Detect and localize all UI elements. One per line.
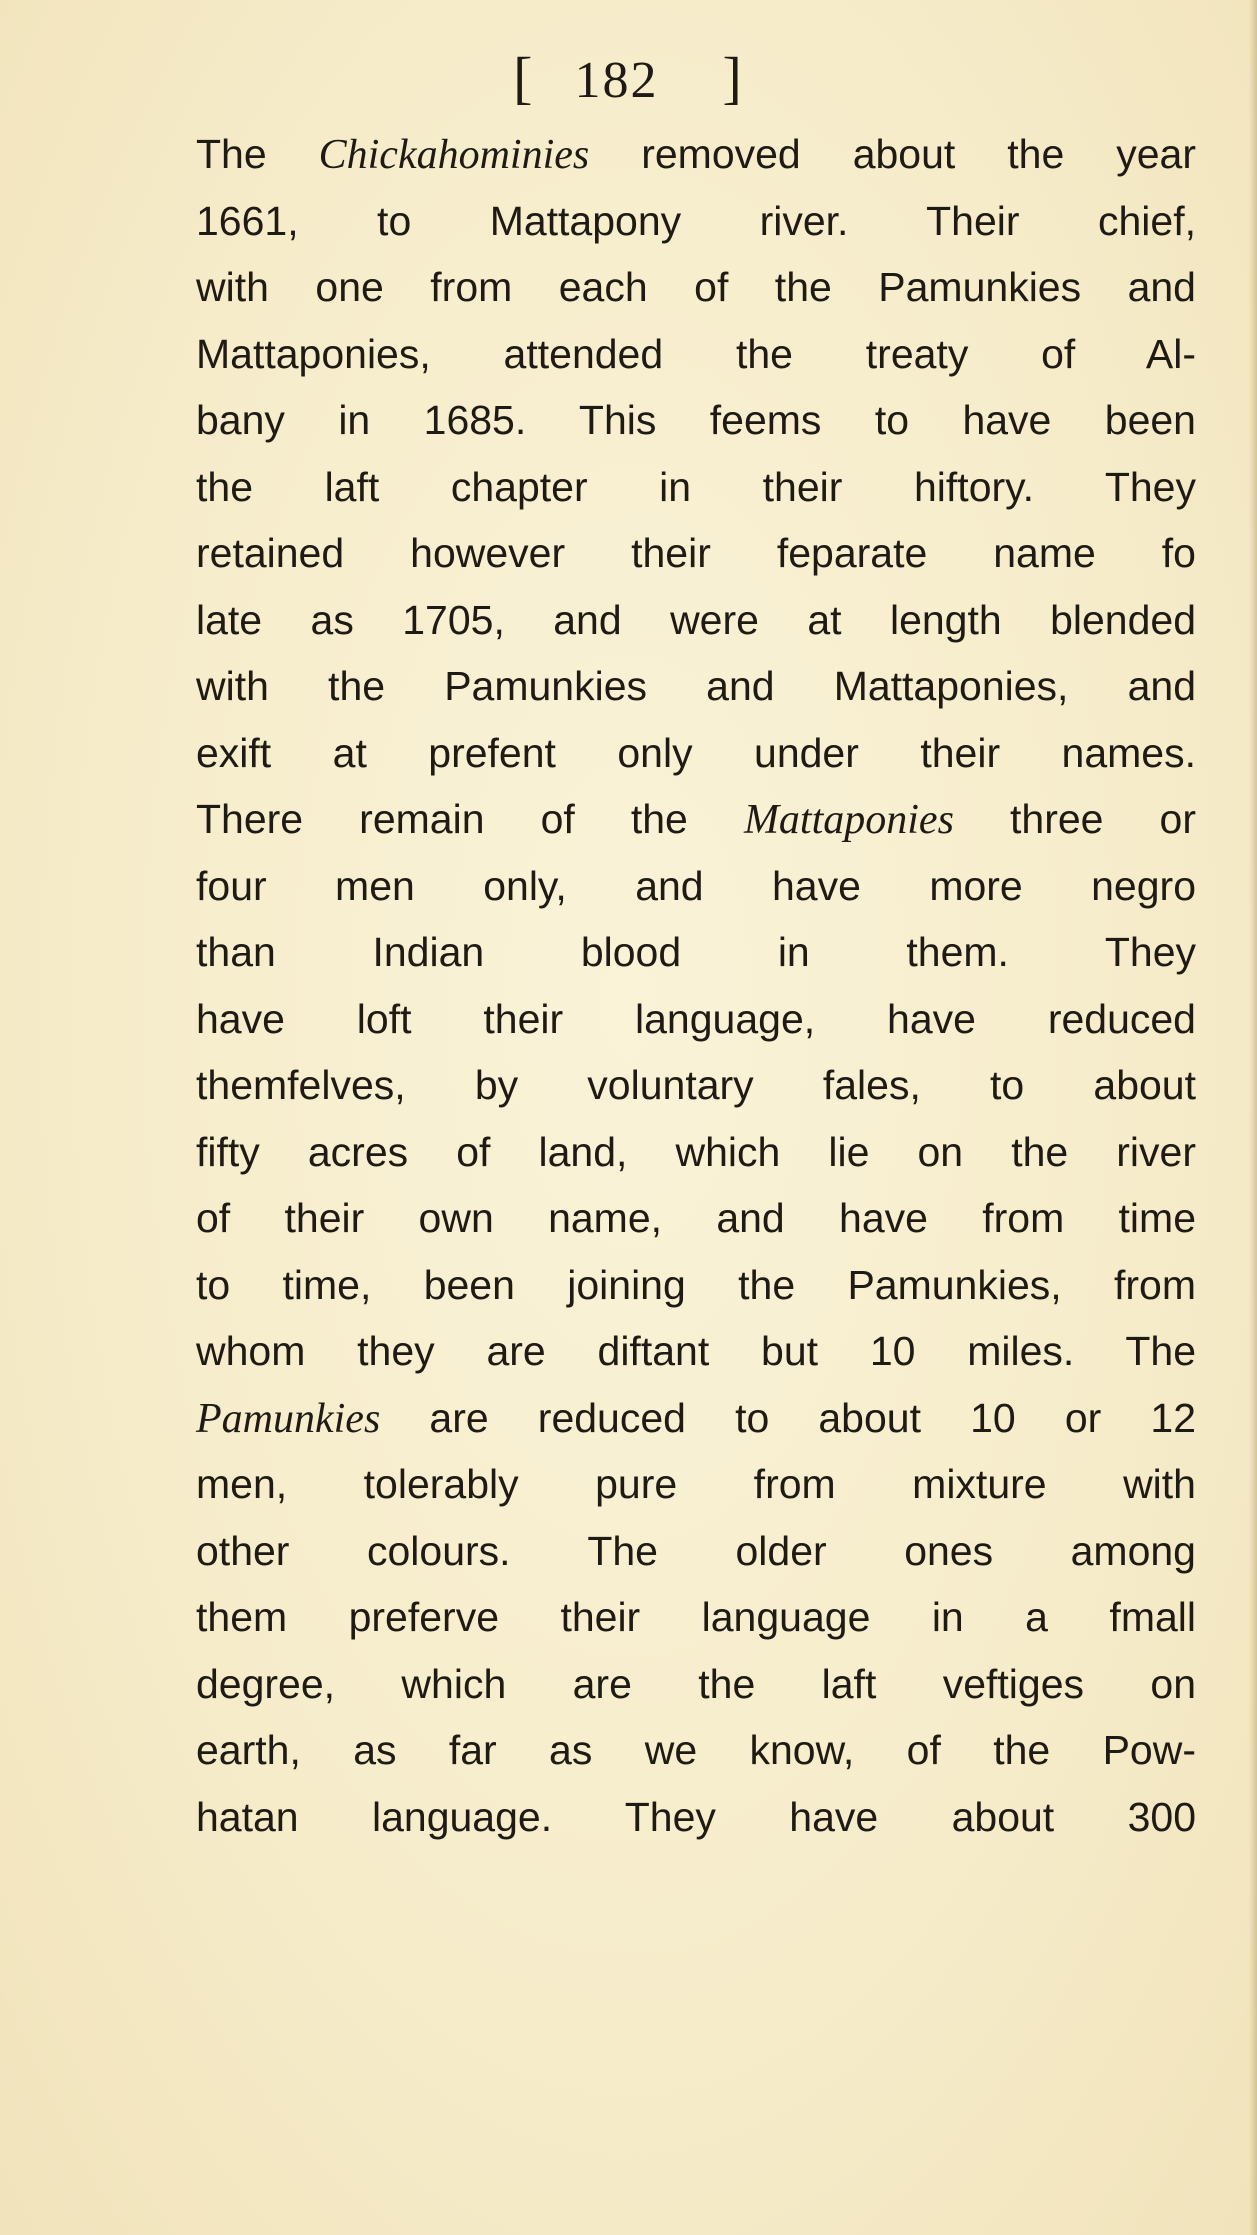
line-text: There remain of the (196, 796, 744, 842)
text-line (196, 1718, 1196, 1785)
page-edge-shadow (1249, 0, 1257, 2235)
text-line (196, 455, 1196, 522)
body-text (196, 122, 1196, 1851)
text-line (196, 1519, 1196, 1586)
text-line (196, 388, 1196, 455)
text-line (196, 721, 1196, 788)
text-line (196, 255, 1196, 322)
text-line (196, 1585, 1196, 1652)
italic-name: Chickahominies (318, 132, 590, 178)
line-text: with the Pamunkies and Mattaponies, and (196, 663, 1196, 709)
line-text: Mattaponies, attended the treaty of Al- (196, 330, 1196, 377)
header-bracket-open: [ (513, 45, 535, 110)
text-line (196, 1652, 1196, 1719)
text-line (196, 854, 1196, 921)
italic-name: Mattaponies (743, 797, 954, 843)
line-text: men, tolerably pure from mixture with (196, 1461, 1196, 1507)
line-text: three or (953, 796, 1196, 842)
text-line (196, 654, 1196, 721)
text-line (196, 1386, 1196, 1453)
line-text: exift at prefent only under their names. (196, 729, 1196, 776)
text-line (196, 1785, 1196, 1852)
page-header (0, 44, 1257, 111)
italic-name: Pamunkies (196, 1395, 381, 1442)
line-text: to time, been joining the Pamunkies, from (196, 1261, 1196, 1308)
text-line (196, 521, 1196, 588)
text-line (196, 1319, 1196, 1386)
line-text: them preferve their language in a fmall (196, 1594, 1196, 1640)
line-text: whom they are diftant but 10 miles. The (196, 1328, 1196, 1374)
line-text: The (196, 131, 319, 177)
line-text: four men only, and have more negro (196, 862, 1196, 909)
line-text: removed about the year (589, 131, 1196, 177)
text-line (196, 588, 1196, 655)
line-text: fifty acres of land, which lie on the river (196, 1128, 1196, 1175)
text-line (196, 920, 1196, 987)
text-line (196, 1053, 1196, 1120)
line-text: 1661, to Mattapony river. Their chief, (196, 197, 1196, 244)
line-text: hatan language. They have about 300 (196, 1793, 1196, 1840)
text-line (196, 122, 1196, 189)
line-text: than Indian blood in them. They (196, 929, 1196, 975)
line-text: have loft their language, have reduced (196, 995, 1196, 1042)
text-line (196, 1253, 1196, 1320)
line-text: the laft chapter in their hiftory. They (196, 463, 1196, 510)
text-line (196, 787, 1196, 854)
line-text: degree, which are the laft veftiges on (196, 1660, 1196, 1707)
page-number: 182 (574, 52, 659, 109)
header-bracket-close: ] (722, 45, 744, 110)
line-text: of their own name, and have from time (196, 1195, 1196, 1241)
line-text: other colours. The older ones among (196, 1527, 1196, 1574)
line-text: themfelves, by voluntary fales, to about (196, 1062, 1196, 1108)
line-text: late as 1705, and were at length blended (196, 596, 1196, 643)
line-text: retained however their feparate name fo (196, 530, 1196, 576)
line-text: are reduced to about 10 or 12 (380, 1394, 1196, 1441)
text-line (196, 1186, 1196, 1253)
line-text: bany in 1685. This feems to have been (196, 397, 1196, 443)
text-line (196, 987, 1196, 1054)
text-line (196, 1452, 1196, 1519)
line-text: with one from each of the Pamunkies and (196, 264, 1196, 310)
text-line (196, 322, 1196, 389)
text-line (196, 189, 1196, 256)
text-line (196, 1120, 1196, 1187)
line-text: earth, as far as we know, of the Pow- (196, 1727, 1196, 1773)
